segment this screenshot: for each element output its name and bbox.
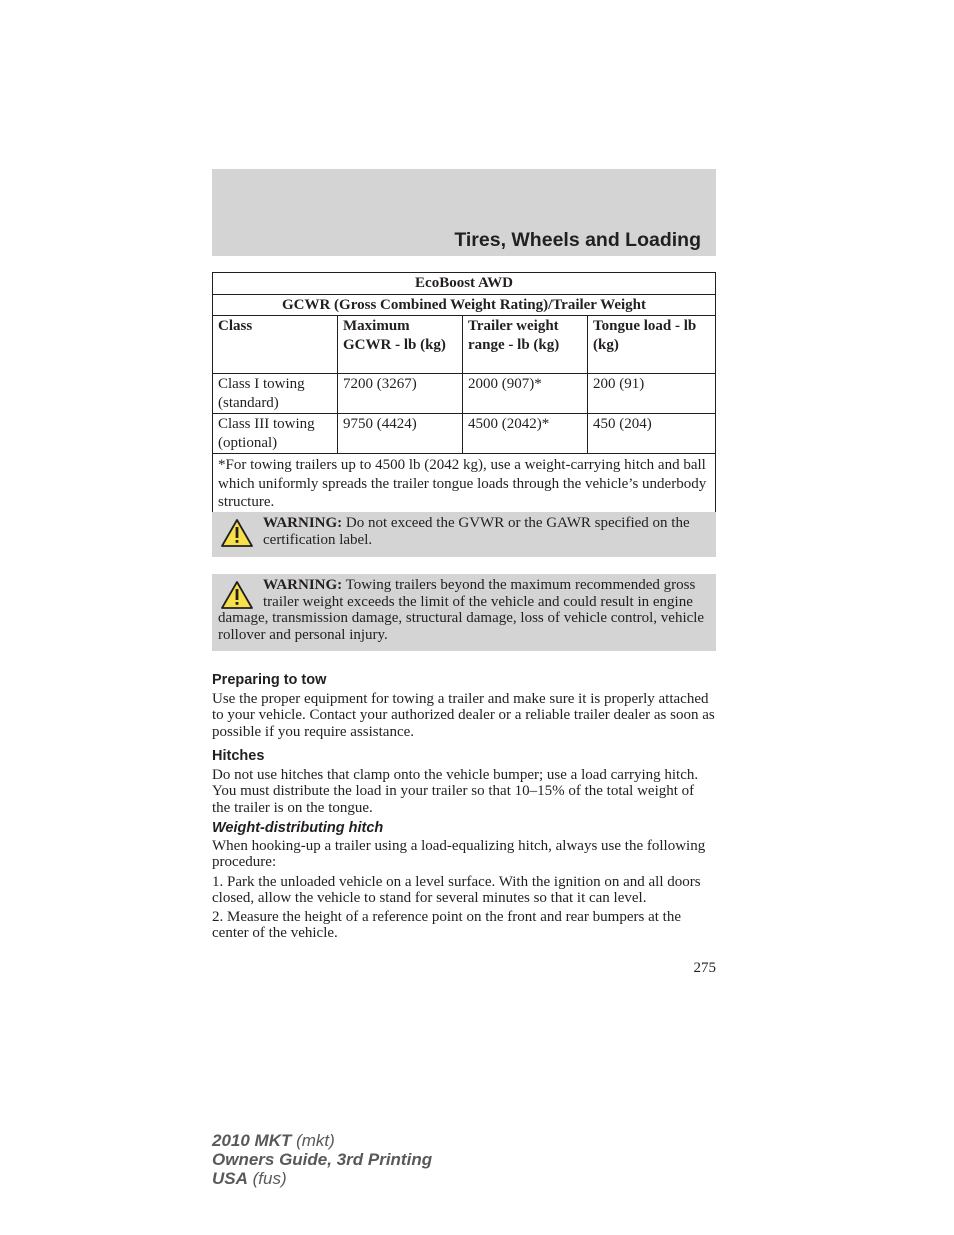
procedure-step: 1. Park the unloaded vehicle on a level surface. With the ignition on and all doors closed, allow the vehicle to stand for several minutes so that it can level. (212, 873, 701, 906)
table-row (213, 374, 716, 414)
warning-text: Do not exceed the GVWR or the GAWR specified on the certification label. (263, 515, 690, 548)
table-footnote: *For towing trailers up to 4500 lb (2042 kg), use a weight-carrying hitch and ball which uniformly spreads the trailer tongue loads through the vehicle’s underbody structure. (213, 454, 716, 516)
subsection-heading: Weight-distributing hitch (212, 820, 384, 836)
warning-text: Towing trailers beyond the maximum recommended gross trailer weight exceeds the limit of the vehicle and could result in engine damage, transmission damage, structural damage, loss of vehicle control, vehicle rollover and personal injury. (218, 577, 705, 643)
column-header: Maximum GCWR - lb (kg) (338, 316, 463, 374)
table-cell: 200 (91) (588, 374, 716, 414)
table-cell: 7200 (3267) (338, 374, 463, 414)
table-cell: 450 (204) (588, 414, 716, 454)
section-heading: Hitches (212, 748, 265, 764)
section-weight-distributing-hitch (212, 820, 716, 942)
table-cell: Class III towing (optional) (213, 414, 338, 454)
warning-box (212, 574, 716, 651)
footer-model-code: (mkt) (291, 1131, 335, 1150)
chapter-title: Tires, Wheels and Loading (454, 229, 701, 251)
section-hitches (212, 748, 716, 816)
paragraph: Use the proper equipment for towing a trailer and make sure it is properly attached to your vehicle. Contact your authorized dealer or a reliable trailer dealer as soon as possible if you require assistance. (212, 691, 715, 740)
warning-triangle-icon (220, 580, 254, 610)
footer-line-market (212, 1169, 432, 1188)
towing-spec-table (212, 272, 716, 516)
warning-box (212, 512, 716, 557)
paragraph: When hooking-up a trailer using a load-equalizing hitch, always use the following procedure: (212, 838, 706, 871)
warning-triangle-icon (220, 518, 254, 548)
table-title: EcoBoost AWD (213, 273, 716, 295)
table-cell: 4500 (2042)* (463, 414, 588, 454)
table-header-row (213, 316, 716, 374)
column-header: Trailer weight range - lb (kg) (463, 316, 588, 374)
procedure-step: 2. Measure the height of a reference point on the front and rear bumpers at the center of the vehicle. (212, 909, 681, 942)
page-number: 275 (693, 960, 716, 976)
footer-market: USA (212, 1169, 248, 1188)
table-subtitle: GCWR (Gross Combined Weight Rating)/Trailer Weight (213, 294, 716, 316)
paragraph: Do not use hitches that clamp onto the vehicle bumper; use a load carrying hitch. You must distribute the load in your trailer so that 10–15% of the total weight of the trailer is on the tongue. (212, 767, 699, 816)
chapter-header-band (212, 169, 716, 256)
document-footer (212, 1131, 432, 1188)
footer-model: 2010 MKT (212, 1131, 292, 1150)
table-row (213, 414, 716, 454)
footer-line-guide (212, 1150, 432, 1169)
table-cell: 9750 (4424) (338, 414, 463, 454)
section-preparing (212, 672, 716, 740)
table-cell: 2000 (907)* (463, 374, 588, 414)
section-heading: Preparing to tow (212, 672, 327, 688)
footer-guide: Owners Guide, 3rd Printing (212, 1150, 433, 1169)
warning-label: WARNING: (263, 577, 343, 593)
warning-label: WARNING: (263, 515, 343, 531)
column-header: Class (213, 316, 338, 374)
column-header: Tongue load - lb (kg) (588, 316, 716, 374)
table-cell: Class I towing (standard) (213, 374, 338, 414)
footer-market-code: (fus) (247, 1169, 287, 1188)
footer-line-model (212, 1131, 432, 1150)
